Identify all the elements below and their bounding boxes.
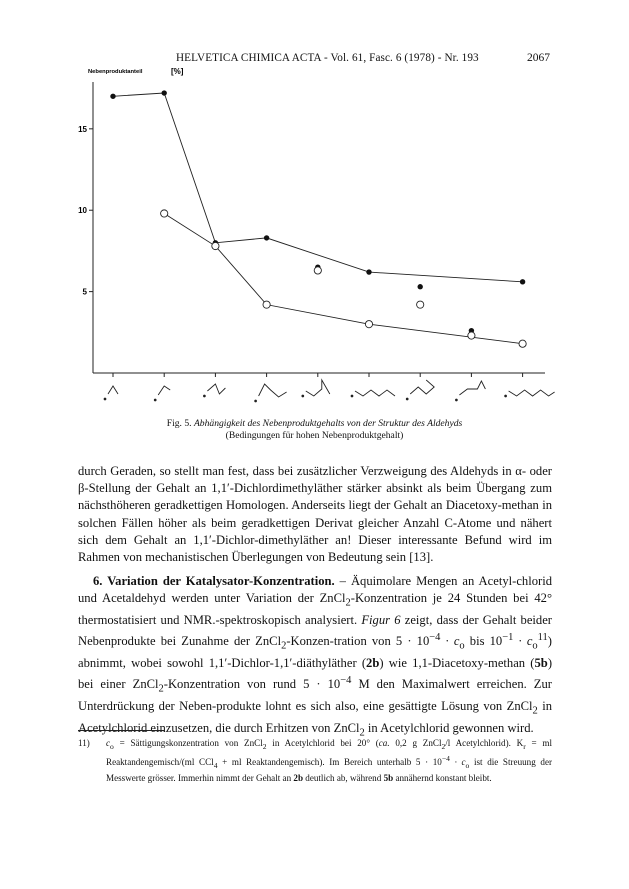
structure-h-atom bbox=[104, 398, 106, 400]
structure-h-atom bbox=[154, 399, 156, 401]
journal-title: HELVETICA CHIMICA ACTA - Vol. 61, Fasc. 6 (1978) - Nr. 193 bbox=[176, 52, 479, 64]
filled-data-point bbox=[110, 94, 115, 99]
aldehyde-structure-8 bbox=[459, 381, 485, 395]
aldehyde-structure-5 bbox=[306, 380, 330, 396]
figure-5-chart bbox=[0, 0, 629, 415]
paragraph-2 bbox=[78, 573, 552, 742]
open-data-point bbox=[314, 267, 321, 274]
y-tick-label: 5 bbox=[82, 287, 87, 297]
open-data-point bbox=[161, 210, 168, 217]
open-data-point bbox=[468, 332, 475, 339]
open-data-point bbox=[365, 321, 372, 328]
structure-h-atom bbox=[204, 395, 206, 397]
figure-reference: Figur 6 bbox=[361, 612, 401, 627]
open-data-point bbox=[212, 242, 219, 249]
filled-data-point bbox=[520, 279, 525, 284]
series-filled-line bbox=[113, 93, 523, 282]
structure-h-atom bbox=[406, 398, 408, 400]
open-data-point bbox=[519, 340, 526, 347]
caption-label: Fig. 5. bbox=[166, 418, 192, 429]
aldehyde-structure-7 bbox=[410, 380, 434, 394]
filled-data-point bbox=[264, 235, 269, 240]
footnote-ref: 11 bbox=[537, 632, 548, 644]
filled-data-point bbox=[366, 269, 371, 274]
structure-h-atom bbox=[302, 395, 304, 397]
caption-line-2: (Bedingungen für hohen Nebenproduktgehalt) bbox=[225, 430, 404, 441]
chart-axes bbox=[93, 82, 545, 373]
compound-2b: 2b bbox=[366, 656, 380, 671]
footnote-11 bbox=[78, 737, 552, 784]
y-tick-label: 10 bbox=[78, 206, 87, 216]
page-number: 2067 bbox=[527, 52, 550, 64]
open-data-point bbox=[263, 301, 270, 308]
filled-data-point bbox=[162, 90, 167, 95]
figure-caption bbox=[0, 418, 629, 442]
caption-title: Abhängigkeit des Nebenproduktgehalts von der Struktur des Aldehyds bbox=[193, 418, 463, 429]
structure-h-atom bbox=[505, 395, 507, 397]
section-heading: 6. Variation der Katalysator-Konzentration. bbox=[93, 574, 335, 588]
structure-h-atom bbox=[351, 395, 353, 397]
aldehyde-structure-6 bbox=[355, 390, 395, 396]
aldehyde-structure-9 bbox=[509, 390, 555, 396]
aldehyde-structure-1 bbox=[108, 386, 118, 394]
footnote-mark: 11) bbox=[78, 738, 90, 748]
aldehyde-structure-3 bbox=[207, 384, 225, 394]
open-data-point bbox=[417, 301, 424, 308]
structure-h-atom bbox=[255, 400, 257, 402]
caption-line-1 bbox=[0, 418, 629, 430]
series-lines bbox=[113, 93, 523, 344]
x-tick-group bbox=[113, 373, 523, 377]
compound-5b: 5b bbox=[534, 656, 548, 671]
paragraph-1 bbox=[78, 463, 552, 566]
footnote-rule bbox=[78, 730, 164, 731]
footnote-text: $c_o$ = Sättigungskonzentration von ZnCl$_2$ in Acetylchlorid bei 20° (ca. 0,2 g ZnCl$_2$/l Acetylchlorid). $K_r$ = ml Reaktandengemisch/(ml CCl$_4$ + ml Reaktandengemisch). Im Bereich unterhalb $5 \cdot 10^{-4} \cdot c_o$ ist die Streuung der Messwerte grösser. Immerhin nimmt der Gehalt an 2b deutlich ab, während 5b annähernd konstant bleibt. bbox=[106, 738, 553, 784]
paragraph-1-text: durch Geraden, so stellt man fest, dass bei zusätzlicher Verzweigung des Aldehyds in α- oder β-Stellung der Gehalt an 1,1′-Dichlordimethyläther stärker absinkt als beim Übergang zum nächsthöheren geradkettigen Homologen. Anderseits liegt der Gehalt an Diacetoxy-methan in solchen Fällen höher als beim geradkettigen Derivat gleicher Anzahl C-Atome und nähert sich dem Gehalt an 1,1′-Dichlor-dimethyläther an! Dieser interessante Befund wird im Rahmen von mechanistischen Überlegungen von Bedeutung sein [13]. bbox=[78, 464, 552, 565]
aldehyde-structure-4 bbox=[259, 384, 287, 397]
structure-h-atom bbox=[456, 399, 458, 401]
aldehyde-structure-2 bbox=[158, 386, 170, 395]
y-axis-unit: [%] bbox=[171, 67, 184, 76]
paragraph-2-text: 6. Variation der Katalysator-Konzentration. – Äquimolare Mengen an Acetyl-chlorid und Acetaldehyd werden unter Variation der ZnCl$_2$-Konzentration je 24 Stunden bei 42° thermostatisiert und NMR.-spektroskopisch analysiert. Figur 6 zeigt, dass der Gehalt beider Nebenprodukte bei Zunahme der ZnCl$_2$-Konzen-tration von $5 \cdot 10^{-4} \cdot c_o$ bis $10^{-1} \cdot c_o^{11}$) abnimmt, wobei sowohl 1,1′-Dichlor-1,1′-diäthyläther (2b) wie 1,1-Diacetoxy-methan (5b) bei einer ZnCl$_2$-Konzentration von rund $5 \cdot 10^{-4}$ M den Maximalwert erreichen. Zur Unterdrückung der Neben-produkte lohnt es sich also, eine gesättigte Lösung von ZnCl$_2$ in Acetylchlorid einzusetzen, die durch Erhitzen von ZnCl$_2$ in Acetylchlorid gewonnen wird. bbox=[78, 574, 553, 739]
y-tick-label: 15 bbox=[78, 124, 87, 134]
aldehyde-structures bbox=[104, 380, 554, 402]
y-tick-group bbox=[78, 125, 93, 297]
y-axis-label: Nebenproduktanteil bbox=[88, 69, 143, 75]
filled-data-point bbox=[418, 284, 423, 289]
